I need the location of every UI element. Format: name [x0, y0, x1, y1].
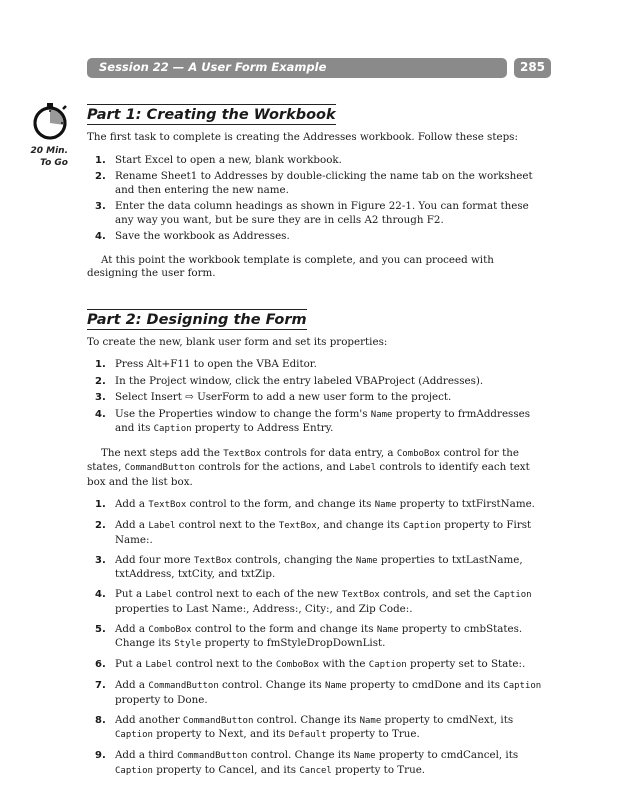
control-steps [87, 498, 547, 778]
list-item: 1. Add a TextBox control to the form, and change its Name property to txtFirstName. [95, 498, 535, 510]
controls-paragraph: The next steps add the TextBox controls for data entry, a ComboBox control for the states, CommandButton controls for the actions, and Label controls to identify each text box and the list box. [87, 446, 530, 488]
session-title: Session 22 — A User Form Example [99, 60, 327, 74]
part2-steps [87, 358, 547, 437]
list-item: 8. Add another CommandButton control. Change its Name property to cmdNext, its Caption property to Next, and its Default property to True. [95, 713, 514, 740]
stopwatch-icon [30, 101, 74, 145]
part1-steps [87, 154, 547, 244]
menu-arrow-icon: ⇨ [185, 391, 194, 403]
list-item: 2. Rename Sheet1 to Addresses by double-clicking the name tab on the worksheet and then entering the new name. [95, 170, 533, 196]
time-remaining-label: 20 Min. To Go [30, 146, 68, 168]
list-item: 2. In the Project window, click the entry labeled VBAProject (Addresses). [95, 374, 484, 387]
list-item: 4. Use the Properties window to change the form's Name property to frmAddresses and its Caption property to Address Entry. [95, 407, 530, 434]
page-number-box [514, 58, 551, 78]
running-header [87, 58, 507, 78]
list-item: 9. Add a third CommandButton control. Change its Name property to cmdCancel, its Caption property to Cancel, and its Cancel property to True. [95, 749, 519, 776]
list-item: 5. Add a ComboBox control to the form and change its Name property to cmbStates. Change its Style property to fmStyleDropDownList. [95, 622, 523, 649]
list-item: 7. Add a CommandButton control. Change its Name property to cmdDone and its Caption property to Done. [95, 679, 542, 706]
list-item: 2. Add a Label control next to the TextBox, and change its Caption property to First Name:. [95, 519, 532, 546]
page-number: 285 [519, 60, 546, 74]
part1-heading: Part 1: Creating the Workbook [87, 104, 336, 125]
list-item: 4. Save the workbook as Addresses. [95, 230, 290, 242]
part2-heading: Part 2: Designing the Form [87, 309, 307, 330]
list-item: 3. Enter the data column headings as shown in Figure 22-1. You can format these any way you want, but be sure they are in cells A2 through F2. [95, 200, 529, 226]
part2-intro: To create the new, blank user form and set its properties: [87, 335, 388, 348]
list-item: 3. Add four more TextBox controls, changing the Name properties to txtLastName, txtAddress, txtCity, and txtZip. [95, 553, 523, 580]
list-item: 6. Put a Label control next to the ComboBox with the Caption property set to State:. [95, 658, 526, 670]
list-item: 3. Select Insert ⇨ UserForm to add a new user form to the project. [95, 391, 452, 403]
list-item: 1. Press Alt+F11 to open the VBA Editor. [95, 358, 317, 370]
list-item: 1. Start Excel to open a new, blank workbook. [95, 153, 342, 166]
list-item: 4. Put a Label control next to each of the new TextBox controls, and set the Caption properties to Last Name:, Address:, City:, and Zip Code:. [95, 588, 532, 615]
page-body [87, 104, 547, 785]
part1-closing: At this point the workbook template is complete, and you can proceed with designing the user form. [87, 253, 494, 279]
part1-intro: The first task to complete is creating the Addresses workbook. Follow these steps: [87, 131, 518, 143]
